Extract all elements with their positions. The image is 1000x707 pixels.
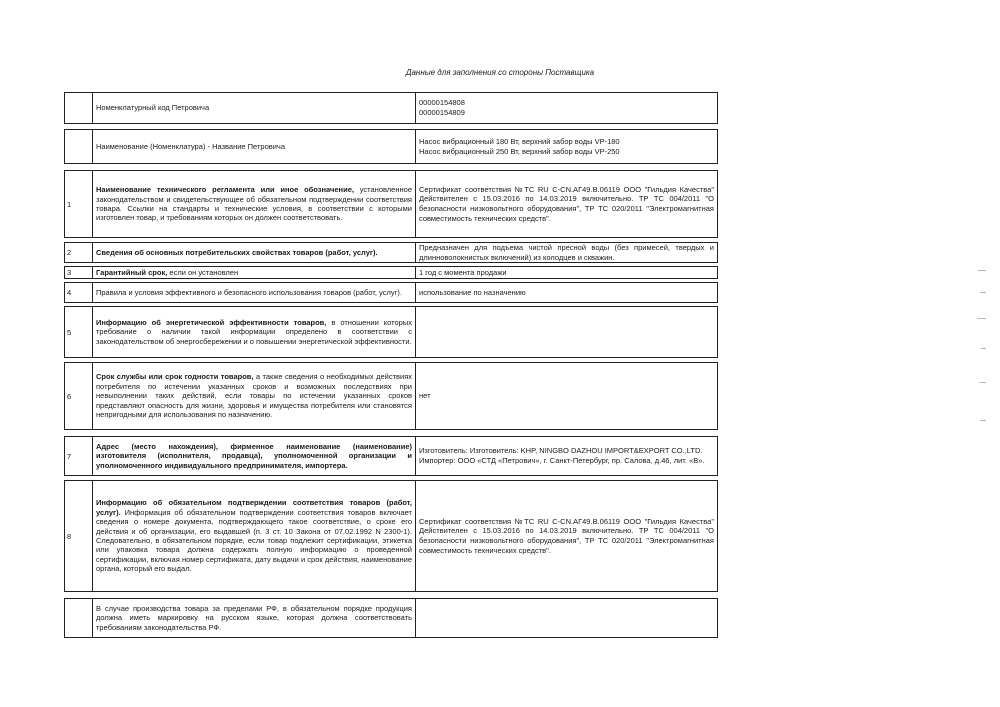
row-value xyxy=(416,307,717,357)
row-label: Адрес (место нахождения), фирменное наименование (наименование) изготовителя (исполнителя, продавца), уполномоченной организации и уполномоченного индивидуального предпринимателя, импортера. xyxy=(93,437,416,475)
row-label: Наименование (Номенклатура) - Название Петровича xyxy=(93,130,416,163)
row-number xyxy=(65,599,93,637)
row-label: Информацию об обязательном подтверждении соответствия товаров (работ, услуг). Информация об обязательном подтверждении соответствия товаров включает сведения о номере документа, подтверждающего такое соответствие, о сроке его действия и об организации, его выдавшей (п. 3 ст. 10 Закона от 07.02.1992 N 2300-1). Следовательно, в обязательном порядке, если товар подлежит сертификации, этикетка или упаковка товара должна содержать полную информацию о проведенной сертификации, включая номер сертификата, дату выдачи и срок действия, наименование органа, который его выдал. xyxy=(93,481,416,591)
row-number: 2 xyxy=(65,243,93,262)
row-value: Сертификат соответствия №ТС RU C-CN.АГ49.В.06119 ООО "Гильдия Качества" Действителен с 15.03.2016 по 14.03.2019 включительно. ТР ТС 004/2011 "О безопасности низковольтного оборудования", ТР ТС 020/2011 "Электромагнитная совместимость технических средств". xyxy=(419,516,714,555)
row-number: 3 xyxy=(65,267,93,278)
row-value: Изготовитель: Изготовитель: KHP, NINGBO DAZHOU IMPORT&EXPORT CO.,LTD. Импортер: ООО «СТД «Петрович», г. Санкт-Петербург, пр. Салова, д.46, лит. «В». xyxy=(419,446,705,465)
row-3-warranty xyxy=(64,266,718,279)
row-5-energy-efficiency xyxy=(64,306,718,358)
row-number: 1 xyxy=(65,171,93,237)
row-value: 1 год с момента продажи xyxy=(419,267,507,277)
row-label: Номенклатурный код Петровича xyxy=(93,93,416,123)
row-number: 5 xyxy=(65,307,93,357)
row-label: Сведения об основных потребительских свойствах товаров (работ, услуг). xyxy=(93,243,416,262)
row-russian-labeling xyxy=(64,598,718,638)
row-number: 6 xyxy=(65,363,93,429)
row-value: нет xyxy=(419,391,431,401)
row-7-manufacturer-address xyxy=(64,436,718,476)
row-value xyxy=(416,599,717,637)
scan-marks xyxy=(970,270,1000,470)
row-label: Наименование технического регламента или иное обозначение, установленное законодательством и свидетельствующее об обязательном подтверждении соответствия товара. Ссылки на стандарты и технические условия, в соответствии с которыми изготовлен товар, и требованиям которых он должен соответствовать. xyxy=(93,171,416,237)
row-label: Срок службы или срок годности товаров, а также сведения о необходимых действиях потребителя по истечении указанных сроков и возможных последствиях при невыполнении таких действий, если товары по истечении указанных сроков представляют опасность для жизни, здоровья и имущества потребителя или становятся непригодными для использования по назначению. xyxy=(93,363,416,429)
row-nomenclature-name xyxy=(64,129,718,164)
row-nomenclature-code xyxy=(64,92,718,124)
row-label: Информацию об энергетической эффективности товаров, в отношении которых требование о наличии такой информации определено в соответствии с законодательством об энергосбережении и о повышении энергетической эффективности. xyxy=(93,307,416,357)
row-value: использование по назначению xyxy=(419,287,526,297)
row-value: Насос вибрационный 180 Вт, верхний забор воды VP-180 Насос вибрационный 250 Вт, верхний забор воды VP-250 xyxy=(419,136,620,156)
row-label: Правила и условия эффективного и безопасного использования товаров (работ, услуг). xyxy=(93,283,416,302)
row-number xyxy=(65,130,93,163)
row-label: В случае производства товара за пределами РФ, в обязательном порядке продукция должна иметь маркировку на русском языке, которая должна соответствовать требованиям законодательства РФ. xyxy=(93,599,416,637)
row-2-consumer-properties xyxy=(64,242,718,263)
row-number: 4 xyxy=(65,283,93,302)
row-value: 00000154808 00000154809 xyxy=(419,98,465,117)
row-label: Гарантийный срок, если он установлен xyxy=(93,267,416,278)
row-value: Сертификат соответствия №ТС RU C-CN.АГ49.В.06119 ООО "Гильдия Качества" Действителен с 15.03.2016 по 14.03.2019 включительно. ТР ТС 004/2011 "О безопасности низковольтного оборудования", ТР ТС 020/2011 "Электромагнитная совместимость технических средств". xyxy=(419,184,714,223)
row-number: 8 xyxy=(65,481,93,591)
row-6-service-life xyxy=(64,362,718,430)
row-number: 7 xyxy=(65,437,93,475)
row-4-usage-rules xyxy=(64,282,718,303)
row-8-certification xyxy=(64,480,718,592)
row-value: Предназначен для подъема чистой пресной воды (без примесей, твердых и длинноволокнистых включений) из колодцев и скважин. xyxy=(419,242,714,262)
page-header: Данные для заполнения со стороны Поставщика xyxy=(405,68,595,77)
row-number xyxy=(65,93,93,123)
row-1-technical-regulation xyxy=(64,170,718,238)
